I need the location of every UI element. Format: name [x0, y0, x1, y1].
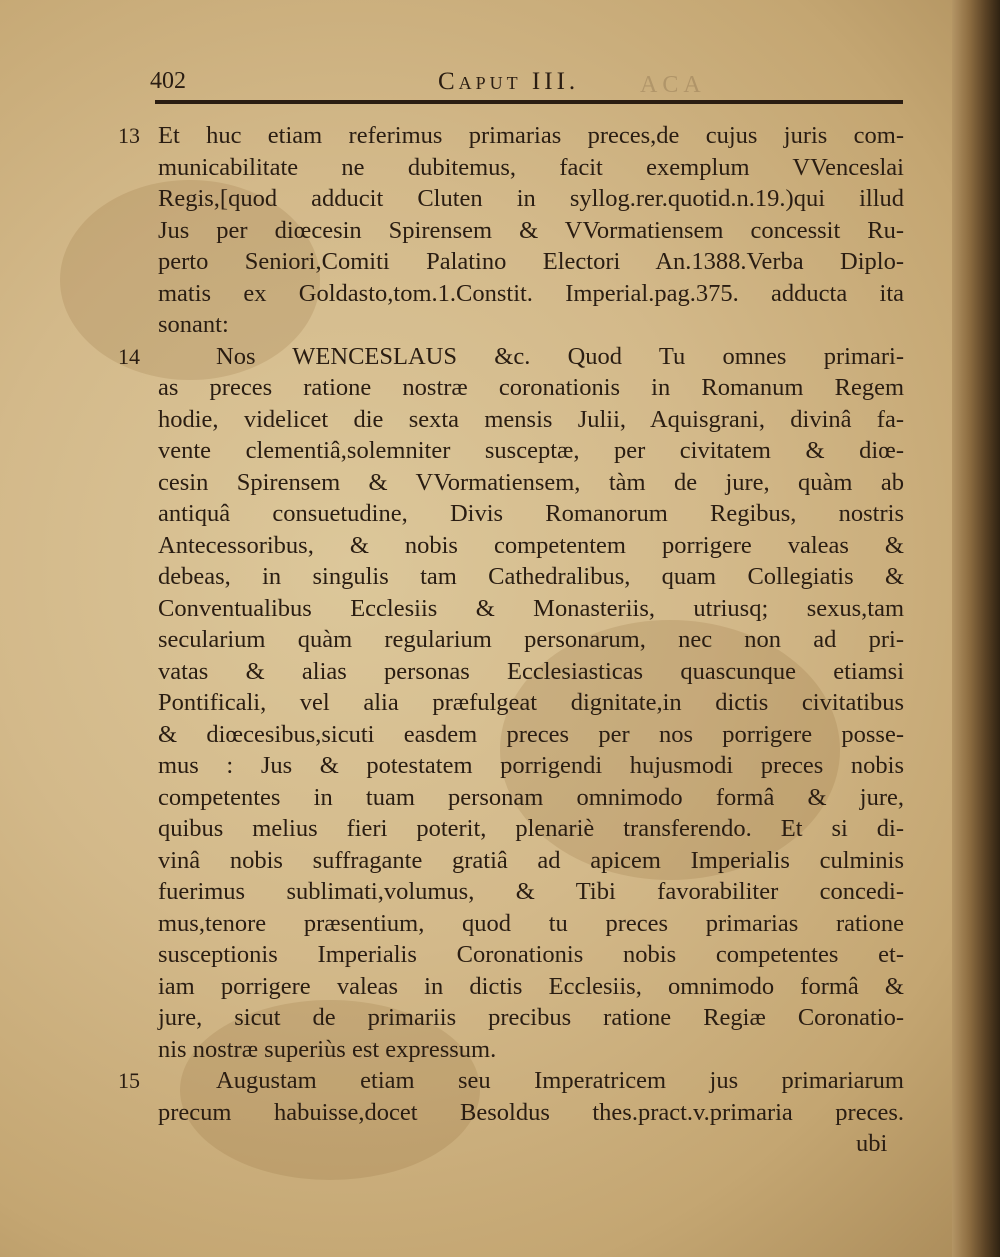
line-text: quibus melius fieri poterit, plenariè transferendo. Et si di- — [158, 815, 904, 842]
text-line — [0, 467, 960, 499]
line-text: as preces ratione nostræ coronationis in Romanum Regem — [158, 374, 904, 401]
text-line — [0, 561, 960, 593]
text-line — [0, 152, 960, 184]
line-text: competentes in tuam personam omnimodo formâ & jure, — [158, 784, 904, 811]
line-text: hodie, videlicet die sexta mensis Julii, Aquisgrani, divinâ fa- — [158, 406, 904, 433]
text-line — [0, 908, 960, 940]
text-line — [0, 341, 960, 373]
text-line — [0, 782, 960, 814]
line-text: fuerimus sublimati,volumus, & Tibi favorabiliter concedi- — [158, 878, 904, 905]
line-text: mus,tenore præsentium, quod tu preces primarias ratione — [158, 910, 904, 937]
text-line — [0, 1065, 960, 1097]
text-line — [0, 120, 960, 152]
line-text: Nos WENCESLAUS &c. Quod Tu omnes primari- — [216, 343, 904, 370]
header-rule — [155, 100, 903, 104]
text-line — [0, 530, 960, 562]
text-line — [0, 372, 960, 404]
running-title: Caput III. — [438, 68, 580, 95]
line-text: Regis,[quod adducit Cluten in syllog.rer.quotid.n.19.)qui illud — [158, 185, 904, 212]
line-text: sonant: — [158, 311, 229, 338]
text-line — [0, 939, 960, 971]
line-text: Jus per diœcesin Spirensem & VVormatiensem concessit Ru- — [158, 217, 904, 244]
line-text: municabilitate ne dubitemus, facit exemplum VVenceslai — [158, 154, 904, 181]
line-text: cesin Spirensem & VVormatiensem, tàm de jure, quàm ab — [158, 469, 904, 496]
text-line — [0, 845, 960, 877]
text-line — [0, 1097, 960, 1129]
text-line — [0, 1034, 960, 1066]
line-text: jure, sicut de primariis precibus ratione Regiæ Coronatio- — [158, 1004, 904, 1031]
text-line — [0, 246, 960, 278]
line-text: vinâ nobis suffragante gratiâ ad apicem Imperialis culminis — [158, 847, 904, 874]
text-line — [0, 498, 960, 530]
line-text: antiquâ consuetudine, Divis Romanorum Regibus, nostris — [158, 500, 904, 527]
text-line — [0, 1002, 960, 1034]
paragraph-number: 13 — [118, 123, 140, 148]
bleed-through-text: ACA — [640, 72, 706, 98]
text-line — [0, 278, 960, 310]
line-text: Conventualibus Ecclesiis & Monasteriis, utriusq; sexus,tam — [158, 595, 904, 622]
text-line — [0, 404, 960, 436]
line-text: vatas & alias personas Ecclesiasticas quascunque etiamsi — [158, 658, 904, 685]
line-text: vente clementiâ,solemniter susceptæ, per civitatem & diœ- — [158, 437, 904, 464]
paragraph-number: 14 — [118, 344, 140, 369]
paragraph-number: 15 — [118, 1068, 140, 1093]
line-text: perto Seniori,Comiti Palatino Electori An.1388.Verba Diplo- — [158, 248, 904, 275]
line-text: iam porrigere valeas in dictis Ecclesiis, omnimodo formâ & — [158, 973, 904, 1000]
page-number: 402 — [150, 68, 186, 94]
text-line — [0, 656, 960, 688]
text-line — [0, 876, 960, 908]
line-text: Et huc etiam referimus primarias preces,de cujus juris com- — [158, 122, 904, 149]
line-text: Antecessoribus, & nobis competentem porrigere valeas & — [158, 532, 904, 559]
text-line — [0, 593, 960, 625]
text-line — [0, 719, 960, 751]
line-text: Augustam etiam seu Imperatricem jus primariarum — [216, 1067, 904, 1094]
text-line — [0, 624, 960, 656]
page-header — [0, 68, 940, 104]
line-text: Pontificali, vel alia præfulgeat dignitate,in dictis civitatibus — [158, 689, 904, 716]
line-text: & diœcesibus,sicuti easdem preces per nos porrigere posse- — [158, 721, 904, 748]
line-text: nis nostræ superiùs est expressum. — [158, 1036, 497, 1063]
text-line — [0, 813, 960, 845]
line-text: ubi — [856, 1130, 888, 1157]
text-line — [0, 1128, 960, 1160]
text-line — [0, 183, 960, 215]
text-line — [0, 687, 960, 719]
text-line — [0, 971, 960, 1003]
text-line — [0, 309, 960, 341]
line-text: susceptionis Imperialis Coronationis nobis competentes et- — [158, 941, 904, 968]
line-text: precum habuisse,docet Besoldus thes.pract.v.primaria preces. — [158, 1099, 904, 1126]
text-line — [0, 750, 960, 782]
text-line — [0, 215, 960, 247]
line-text: debeas, in singulis tam Cathedralibus, quam Collegiatis & — [158, 563, 904, 590]
line-text: matis ex Goldasto,tom.1.Constit. Imperial.pag.375. adducta ita — [158, 280, 904, 307]
line-text: mus : Jus & potestatem porrigendi hujusmodi preces nobis — [158, 752, 904, 779]
line-text: secularium quàm regularium personarum, nec non ad pri- — [158, 626, 904, 653]
text-line — [0, 435, 960, 467]
